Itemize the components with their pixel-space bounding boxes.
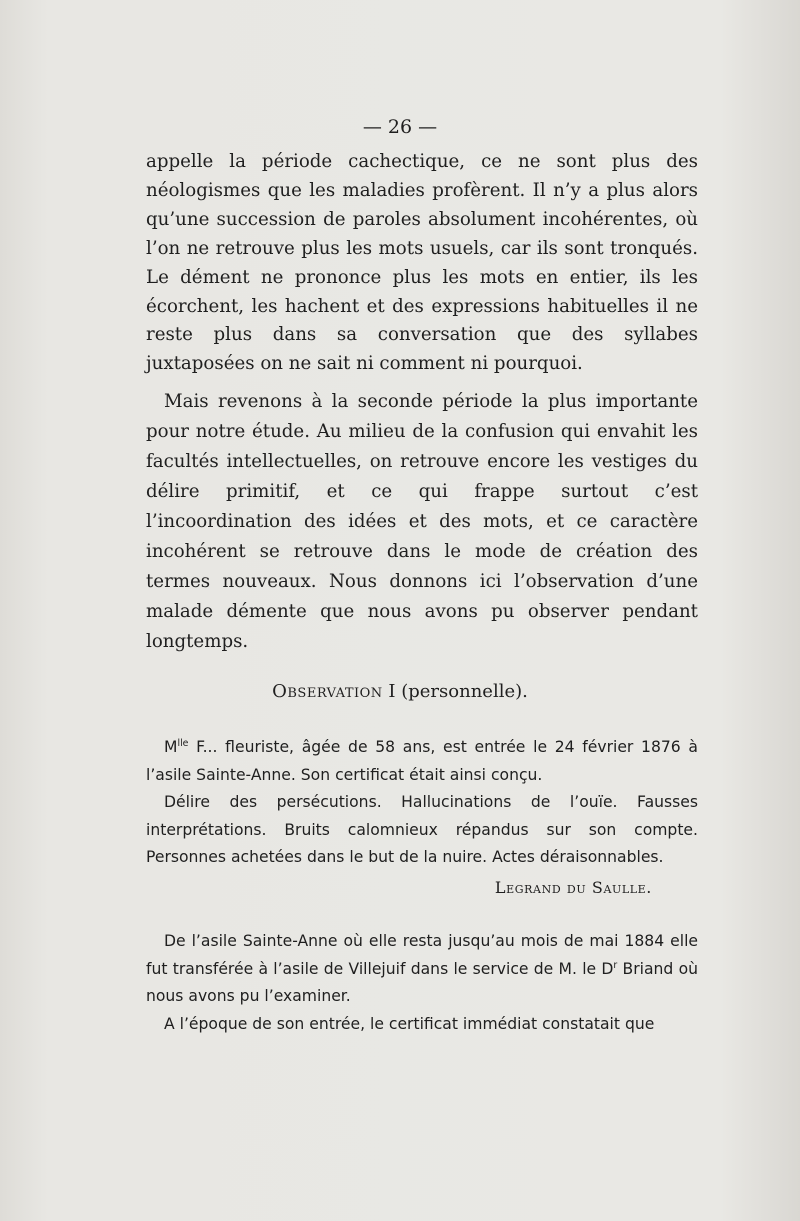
intro-title-sup: lle bbox=[177, 737, 189, 749]
entry-paragraph: A l’époque de son entrée, le certificat immédiat constatait que bbox=[164, 1014, 655, 1033]
transfer-paragraph bbox=[146, 928, 698, 1011]
paragraph-continuation: appelle la période cachectique, ce ne sont plus des néologismes que les maladies profèrent. Il n’y a plus alors qu’une succession de paroles absolument incohérentes, où l’on ne retrouve plus les mots usuels, car ils sont tronqués. Le dément ne prononce plus les mots en entier, ils les écorchent, les hachent et des expressions habituelles il ne reste plus dans sa conversation que des syllabes juxtaposées on ne sait ni comment ni pourquoi. bbox=[146, 151, 698, 375]
observation-heading-number: I (personnelle). bbox=[388, 681, 528, 702]
page-number: — 26 — bbox=[362, 116, 438, 138]
certificate-paragraph: Délire des persécutions. Hallucinations de l’ouïe. Fausses interprétations. Bruits calomnieux répandus sur son compte. Personnes achetées dans le but de la nuire. Actes déraisonnables. bbox=[146, 793, 698, 866]
observation-heading-label: Observation bbox=[272, 681, 383, 702]
text-block-cachectic bbox=[146, 148, 698, 379]
observation-intro-block bbox=[146, 734, 698, 872]
observation-heading bbox=[0, 681, 800, 702]
paragraph-second-period: Mais revenons à la seconde période la plus importante pour notre étude. Au milieu de la confusion qui envahit les facultés intellectuelles, on retrouve encore les vestiges du délire primitif, et ce qui frappe surtout c’est l’incoordination des idées et des mots, et ce caractère incohérent se retrouve dans le mode de création des termes nouveaux. Nous donnons ici l’observation d’une malade démente que nous avons pu observer pendant longtemps. bbox=[146, 391, 698, 652]
observation-intro-paragraph bbox=[146, 734, 698, 789]
certificate-signature: Legrand du Saulle. bbox=[494, 878, 652, 897]
observation-transfer-block bbox=[146, 928, 698, 1038]
intro-title: M bbox=[164, 738, 178, 756]
text-block-second-period bbox=[146, 387, 698, 657]
transfer-text-2: Briand où nous avons pu l’examiner. bbox=[146, 959, 698, 1005]
intro-text: F... fleuriste, âgée de 58 ans, est entrée le 24 février 1876 à l’asile Sainte-Anne. Son certificat était ainsi conçu. bbox=[146, 738, 698, 784]
transfer-text-1: De l’asile Sainte-Anne où elle resta jusqu’au mois de mai 1884 elle fut transférée à l’asile de Villejuif dans le service de M. le D bbox=[146, 932, 698, 978]
transfer-sup: r bbox=[613, 959, 618, 971]
